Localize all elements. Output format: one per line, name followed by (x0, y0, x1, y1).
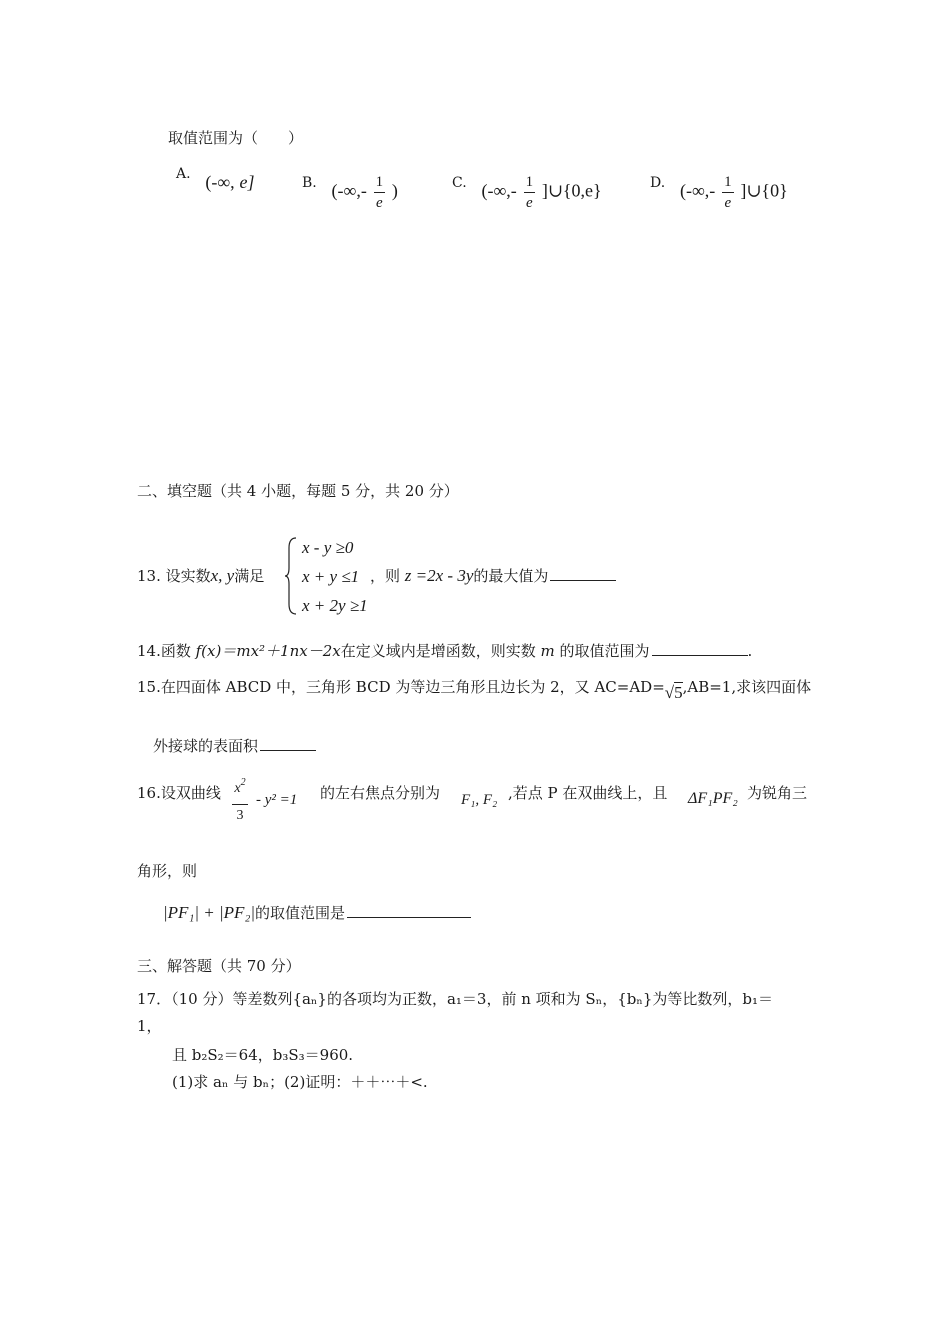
option-b-den: e (374, 192, 386, 213)
q17-line-2: 1， (137, 1017, 162, 1035)
option-d-den: e (722, 192, 734, 213)
q13-tail (370, 565, 616, 586)
question-12-tail: 取值范围为（ ） (168, 129, 304, 147)
system-brace (284, 536, 298, 616)
option-a-left: (-∞, (205, 172, 235, 192)
q14-m: m (540, 642, 555, 660)
option-c (452, 172, 602, 213)
q13-vars: x, y (210, 566, 235, 585)
q13-then: ，则 (370, 567, 401, 585)
q15-sqrt: √5 (664, 683, 683, 702)
q16-expression: |PF₁| + |PF₂| (163, 903, 256, 922)
q13-prefix: 13. 设实数 (137, 567, 211, 585)
q15-text-a: 15.在四面体 ABCD 中，三角形 BCD 为等边三角形且边长为 2，又 AC=AD= (137, 678, 665, 696)
q15-line2: 外接球的表面积 (153, 737, 259, 755)
section-2-heading: 二、填空题（共 4 小题，每题 5 分，共 20 分） (137, 482, 459, 500)
q13-constraint-2: x + y ≤1 (302, 567, 360, 586)
q16-suffix: 为锐角三 (747, 784, 808, 802)
option-b-num: 1 (375, 174, 384, 190)
question-15-line-1 (137, 676, 812, 702)
option-b-left: (-∞,- (331, 180, 367, 201)
option-c-left: (-∞,- (481, 180, 517, 201)
option-b (302, 172, 398, 213)
q13-constraint-1: x - y ≥0 (302, 538, 354, 557)
q16-answer-blank (347, 916, 471, 918)
q16-frac-den: 3 (232, 804, 248, 827)
option-c-den: e (524, 192, 536, 213)
q16-equation-rest: - y² =1 (256, 792, 298, 808)
q13-answer-blank (550, 579, 616, 581)
q16-frac-num: x (234, 781, 241, 796)
q16-foci: F₁, F₂ (461, 792, 498, 808)
option-b-label: B. (302, 174, 317, 191)
option-d-label: D. (650, 174, 666, 191)
q13-mid: 满足 (234, 567, 265, 585)
section-3-heading: 三、解答题（共 70 分） (137, 957, 301, 975)
q16-frac-num-sup: 2 (240, 777, 246, 788)
option-b-fraction (374, 172, 386, 213)
q15-answer-blank (260, 749, 316, 751)
q16-prefix: 16.设双曲线 (137, 784, 221, 802)
q15-text-b: ,AB=1,求该四面体 (682, 678, 812, 696)
q17-line-3: 且 b₂S₂＝64，b₃S₃＝960. (172, 1046, 354, 1064)
q14-function: f(x)＝mx²＋1nx－2x (195, 642, 341, 660)
q14-mid: 在定义域内是增函数，则实数 (340, 642, 541, 660)
q13-suffix: 的最大值为 (473, 567, 549, 585)
q14-answer-blank (652, 654, 748, 656)
q13-constraint-3: x + 2y ≥1 (302, 596, 368, 615)
q16-mid2: ,若点 P 在双曲线上，且 (508, 784, 668, 802)
option-d-num: 1 (724, 174, 732, 190)
option-c-label: C. (452, 174, 467, 191)
question-15-line-2 (153, 735, 316, 756)
option-c-fraction (524, 172, 536, 213)
option-d (650, 172, 788, 213)
option-a-right: e] (239, 172, 255, 192)
q16-line-2: 角形，则 (137, 862, 198, 880)
option-d-fraction (722, 172, 734, 213)
q14-prefix: 14.函数 (137, 642, 196, 660)
option-a (176, 166, 255, 193)
q17-line-4: (1)求 aₙ 与 bₙ；(2)证明：＋＋⋯＋<. (172, 1073, 428, 1091)
question-14 (137, 640, 752, 661)
question-16 (137, 782, 221, 803)
option-b-right: ) (391, 180, 398, 201)
option-d-right: ]∪{0} (740, 180, 788, 201)
option-c-num: 1 (525, 174, 534, 190)
q16-mid: 的左右焦点分别为 (320, 784, 441, 802)
q14-suffix: 的取值范围为 (554, 642, 650, 660)
q15-sqrt-value: 5 (674, 683, 683, 702)
q17-line-1: 17．（10 分）等差数列{aₙ}的各项均为正数，a₁＝3，前 n 项和为 Sₙ，{bₙ}为等比数列，b₁＝ (137, 990, 773, 1008)
q16-line3-suffix: 的取值范围是 (255, 904, 346, 922)
q16-line-3 (163, 902, 471, 923)
q16-fraction (232, 774, 248, 827)
option-c-right: ]∪{0,e} (541, 180, 602, 201)
option-d-left: (-∞,- (679, 180, 716, 201)
question-13 (137, 565, 264, 586)
option-a-label: A. (176, 166, 191, 182)
q14-end: . (747, 642, 753, 660)
q13-objective: z =2x - 3y (404, 566, 474, 585)
q16-triangle: ΔF₁PF₂ (688, 790, 738, 807)
